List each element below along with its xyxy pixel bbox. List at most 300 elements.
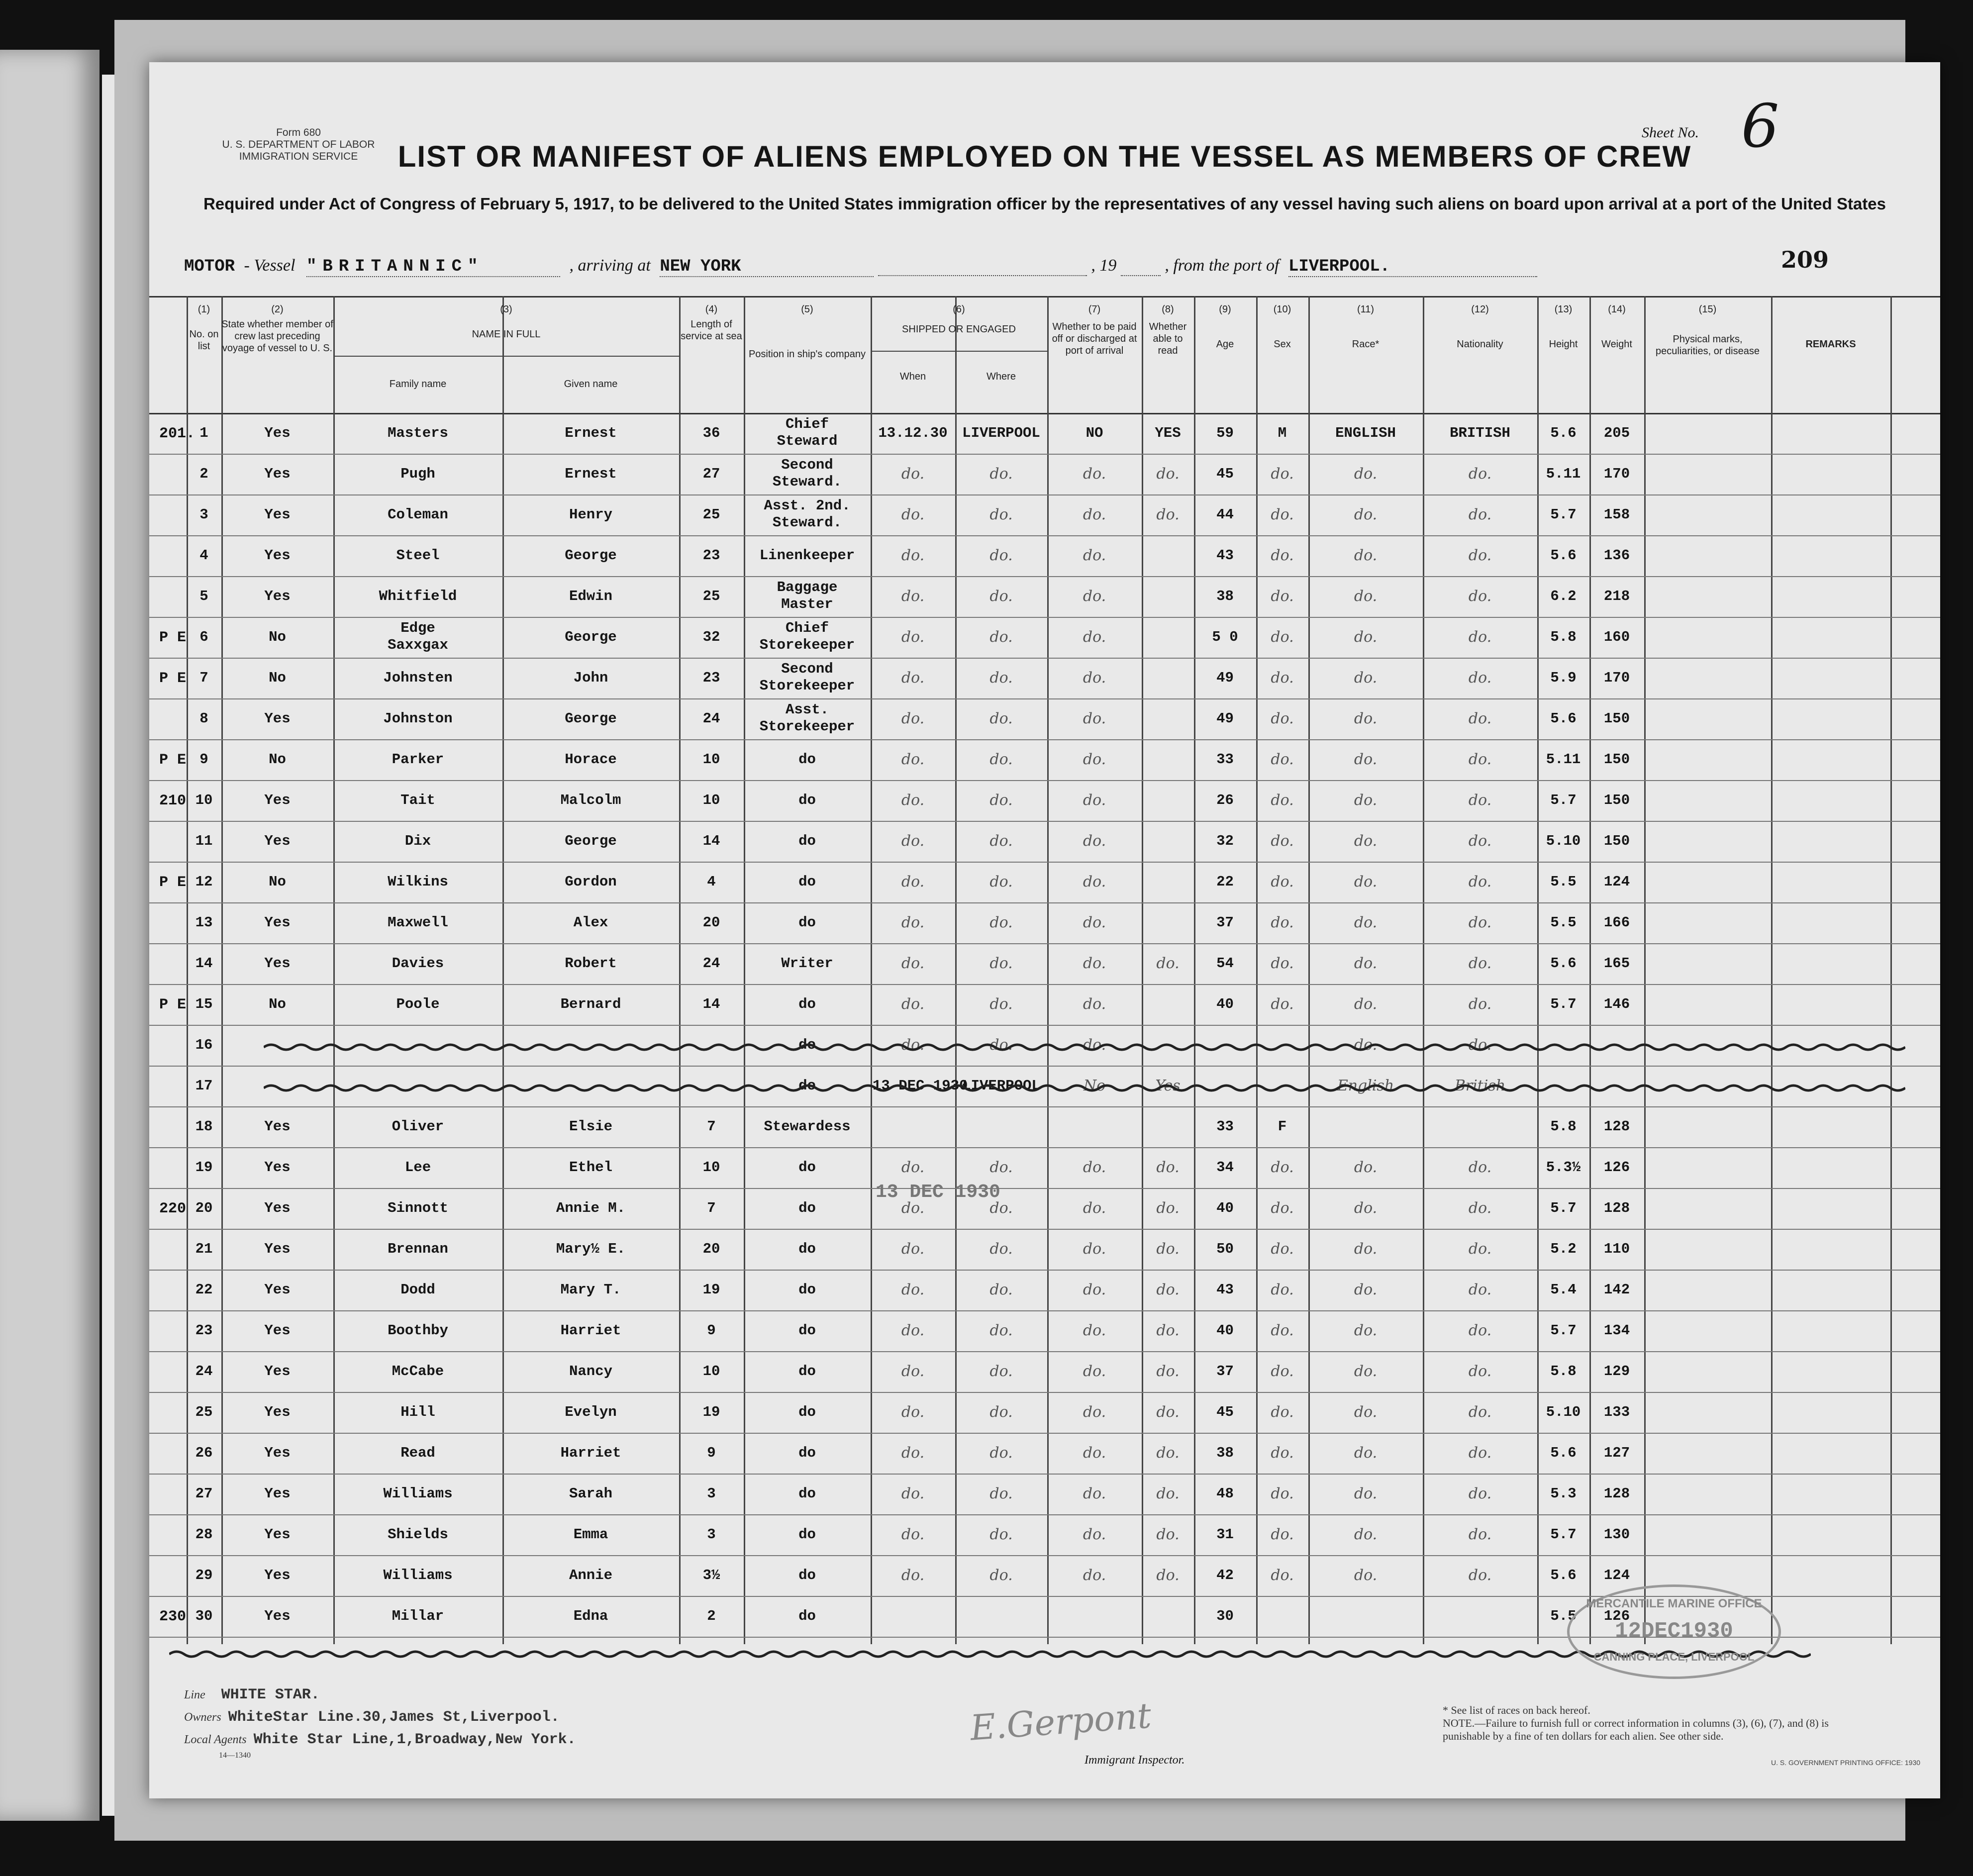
cell-no: 5 — [199, 588, 208, 604]
stamp-date: 12DEC1930 — [1615, 1619, 1733, 1644]
cell-weight: 130 — [1603, 1526, 1630, 1543]
row-rule — [149, 821, 1940, 822]
cell-where: do. — [989, 465, 1013, 483]
cell-when: do. — [901, 1363, 925, 1380]
cell-when: do. — [901, 710, 925, 727]
cell-where: do. — [989, 1036, 1013, 1054]
cell-race: do. — [1354, 751, 1378, 768]
cell-when: do. — [901, 832, 925, 850]
cell-position: do — [798, 1363, 816, 1380]
cell-family: Oliver — [392, 1118, 444, 1135]
cell-sex: do. — [1271, 791, 1294, 809]
cell-race: do. — [1354, 669, 1378, 687]
col-15-label: Physical marks, peculiarities, or disease — [1656, 334, 1760, 357]
cell-nat: do. — [1468, 1159, 1492, 1176]
cell-height: 5.7 — [1550, 1200, 1577, 1216]
cell-family: Dix — [404, 833, 431, 849]
cell-given: Bernard — [560, 996, 621, 1012]
cell-age: 32 — [1216, 833, 1234, 849]
cell-when: do. — [901, 873, 925, 890]
row-rule — [149, 1514, 1940, 1515]
row-margin-note: 230 — [159, 1608, 187, 1625]
cell-where: do. — [989, 588, 1013, 605]
cell-prev: Yes — [264, 792, 291, 808]
column-rule — [502, 296, 504, 1644]
cell-nat: do. — [1468, 710, 1492, 727]
cell-where: do. — [989, 628, 1013, 646]
cell-no: 26 — [195, 1445, 213, 1461]
cell-age: 54 — [1216, 955, 1234, 972]
cell-age: 40 — [1216, 1322, 1234, 1339]
cell-race: do. — [1354, 1363, 1378, 1380]
cell-paid: do. — [1083, 955, 1106, 972]
cell-position: do — [798, 1200, 816, 1216]
cell-where: do. — [989, 1240, 1013, 1258]
cell-height: 5.6 — [1550, 955, 1577, 972]
cell-given: Gordon — [565, 874, 617, 890]
cell-height: 5.6 — [1550, 425, 1577, 441]
cell-age: 43 — [1216, 547, 1234, 564]
row-rule — [149, 1106, 1940, 1107]
cell-age: 30 — [1216, 1608, 1234, 1624]
cell-position: Second Storekeeper — [759, 661, 855, 694]
col-3-label: NAME IN FULL — [472, 329, 541, 340]
cell-given: Henry — [569, 506, 612, 523]
cell-when: do. — [901, 547, 925, 564]
footer-line — [184, 1686, 320, 1703]
cell-given: Edwin — [569, 588, 612, 604]
cell-race: do. — [1354, 832, 1378, 850]
page-title: LIST OR MANIFEST OF ALIENS EMPLOYED ON THE VESSEL AS MEMBERS OF CREW — [397, 140, 1692, 173]
cell-when: do. — [901, 1526, 925, 1543]
column-rule — [1256, 296, 1258, 1644]
row-margin-note: P E — [159, 670, 187, 687]
col-10-label: Sex — [1274, 339, 1291, 350]
cell-age: 49 — [1216, 710, 1234, 727]
printer-credit: U. S. GOVERNMENT PRINTING OFFICE: 1930 — [1771, 1759, 1921, 1767]
cell-service: 32 — [702, 629, 720, 645]
cell-no: 16 — [195, 1037, 213, 1053]
column-rule — [1047, 296, 1049, 1644]
cell-paid: do. — [1083, 751, 1106, 768]
cell-service: 10 — [702, 1159, 720, 1176]
cell-where: do. — [989, 547, 1013, 564]
cell-service: 19 — [702, 1404, 720, 1420]
name-subheader-rule — [333, 356, 679, 357]
cell-position: do — [798, 996, 816, 1012]
cell-service: 9 — [707, 1322, 716, 1339]
row-rule — [149, 1270, 1940, 1271]
cell-no: 10 — [195, 792, 213, 808]
cell-paid: do. — [1083, 669, 1106, 687]
cell-race: ENGLISH — [1335, 425, 1396, 441]
cell-service: 9 — [707, 1445, 716, 1461]
cell-family: Maxwell — [388, 914, 448, 931]
cell-family: Williams — [383, 1567, 453, 1583]
cell-race: do. — [1354, 1159, 1378, 1176]
cell-race: do. — [1354, 1567, 1378, 1584]
cell-paid: do. — [1083, 1159, 1106, 1176]
row-rule — [149, 1351, 1940, 1352]
cell-height: 5.9 — [1550, 670, 1577, 686]
strike-through-line — [264, 1081, 1905, 1095]
inspector-signature: E.Gerpont — [969, 1695, 1153, 1749]
cell-weight: 128 — [1603, 1200, 1630, 1216]
cell-service: 7 — [707, 1200, 716, 1216]
row-rule — [149, 984, 1940, 985]
cell-race: do. — [1354, 1322, 1378, 1339]
cell-prev: Yes — [264, 1200, 291, 1216]
cell-age: 37 — [1216, 914, 1234, 931]
cell-age: 43 — [1216, 1282, 1234, 1298]
shipped-date-stamp: 13 DEC 1930 — [876, 1182, 1000, 1203]
owners-label: Owners — [184, 1711, 221, 1724]
cell-sex: do. — [1271, 955, 1294, 972]
cell-prev: Yes — [264, 588, 291, 604]
cell-paid: do. — [1083, 465, 1106, 483]
cell-family: Williams — [383, 1485, 453, 1502]
cell-when: do. — [901, 955, 925, 972]
cell-height: 5.7 — [1550, 506, 1577, 523]
cell-nat: BRITISH — [1450, 425, 1510, 441]
col-13-number: (13) — [1554, 304, 1573, 315]
cell-where: do. — [989, 710, 1013, 727]
cell-prev: Yes — [264, 955, 291, 972]
cell-paid: do. — [1083, 1281, 1106, 1298]
row-rule — [149, 1066, 1940, 1067]
cell-nat: British — [1454, 1077, 1506, 1094]
cell-sex: do. — [1271, 669, 1294, 687]
col-3-given-label: Given name — [564, 379, 618, 390]
cell-no: 8 — [199, 710, 208, 727]
cell-service: 25 — [702, 506, 720, 523]
cell-read: Yes — [1155, 1077, 1181, 1094]
note-penalty: NOTE.—Failure to furnish full or correct information in columns (3), (6), (7), and (8) is punishable by a fine of ten dollars for each alien. See other side. — [1443, 1717, 1829, 1742]
cell-when: do. — [901, 465, 925, 483]
cell-age: 38 — [1216, 588, 1234, 604]
cell-position: do — [798, 1404, 816, 1420]
column-rule — [1423, 296, 1424, 1644]
cell-height: 5.5 — [1550, 874, 1577, 890]
cell-service: 10 — [702, 1363, 720, 1380]
cell-height: 5.5 — [1550, 914, 1577, 931]
cell-prev: Yes — [264, 506, 291, 523]
row-rule — [149, 1555, 1940, 1556]
form-number: Form 680 U. S. DEPARTMENT OF LABOR IMMIGRATION SERVICE — [222, 127, 375, 162]
row-rule — [149, 1188, 1940, 1189]
cell-race: do. — [1354, 955, 1378, 972]
cell-when: do. — [901, 1240, 925, 1258]
col-5-number: (5) — [801, 304, 813, 315]
cell-nat: do. — [1468, 1485, 1492, 1502]
cell-height: 5.6 — [1550, 547, 1577, 564]
cell-weight: 129 — [1603, 1363, 1630, 1380]
cell-paid: NO — [1085, 425, 1103, 441]
cell-family: Lee — [404, 1159, 431, 1176]
stamp-line-2: CANNING PLACE, LIVERPOOL — [1593, 1651, 1755, 1663]
footer-owners — [184, 1709, 560, 1726]
column-rule — [1589, 296, 1591, 1644]
cell-read: do. — [1156, 1159, 1180, 1176]
cell-when: do. — [901, 1159, 925, 1176]
cell-paid: do. — [1083, 1526, 1106, 1543]
cell-where: do. — [989, 1363, 1013, 1380]
cell-race: do. — [1354, 710, 1378, 727]
cell-paid: do. — [1083, 832, 1106, 850]
row-margin-note: 210 — [159, 792, 187, 809]
cell-no: 6 — [199, 629, 208, 645]
cell-age: 44 — [1216, 506, 1234, 523]
cell-given: Mary T. — [560, 1282, 621, 1298]
cell-given: Annie — [569, 1567, 612, 1583]
cell-sex: do. — [1271, 995, 1294, 1013]
cell-age: 37 — [1216, 1363, 1234, 1380]
cell-race: do. — [1354, 1281, 1378, 1298]
year-label: , 19 — [1091, 256, 1117, 275]
cell-given: Edna — [573, 1608, 608, 1624]
cell-service: 24 — [702, 710, 720, 727]
cell-race: do. — [1354, 1240, 1378, 1258]
cell-height: 5.5 — [1550, 1608, 1577, 1624]
cell-given: George — [565, 710, 617, 727]
cell-no: 19 — [195, 1159, 213, 1176]
arriving-port: NEW YORK — [660, 257, 874, 277]
row-rule — [149, 1392, 1940, 1393]
cell-height: 5.8 — [1550, 1363, 1577, 1380]
cell-height: 5.6 — [1550, 1567, 1577, 1583]
cell-height: 5.10 — [1546, 1404, 1581, 1420]
cell-age: 59 — [1216, 425, 1234, 441]
cell-weight: 218 — [1603, 588, 1630, 604]
cell-height: 5.8 — [1550, 629, 1577, 645]
row-rule — [149, 1474, 1940, 1475]
col-6-number: (6) — [953, 304, 965, 315]
cell-weight: 134 — [1603, 1322, 1630, 1339]
cell-given: Emma — [573, 1526, 608, 1543]
row-rule — [149, 658, 1940, 659]
column-rule — [1537, 296, 1539, 1644]
cell-height: 5.7 — [1550, 996, 1577, 1012]
cell-family: Tait — [400, 792, 435, 808]
cell-weight: 142 — [1603, 1282, 1630, 1298]
line-value: WHITE STAR. — [221, 1686, 320, 1703]
cell-prev: Yes — [264, 466, 291, 482]
cell-read: do. — [1156, 1526, 1180, 1543]
cell-prev: Yes — [264, 1118, 291, 1135]
cell-nat: do. — [1468, 1281, 1492, 1298]
year-blank — [1121, 256, 1161, 276]
cell-paid: do. — [1083, 873, 1106, 890]
cell-no: 12 — [195, 874, 213, 890]
cell-sex: do. — [1271, 914, 1294, 931]
cell-position: do — [798, 751, 816, 768]
cell-nat: do. — [1468, 1240, 1492, 1258]
cell-family: Poole — [396, 996, 440, 1012]
cell-nat: do. — [1468, 1403, 1492, 1421]
table-header-rule — [149, 413, 1940, 414]
cell-weight: 126 — [1603, 1608, 1630, 1624]
cell-paid: do. — [1083, 1363, 1106, 1380]
cell-given: Alex — [573, 914, 608, 931]
column-rule — [1644, 296, 1646, 1644]
cell-where: do. — [989, 1403, 1013, 1421]
cell-prev: No — [269, 996, 286, 1012]
cell-given: George — [565, 547, 617, 564]
cell-when: do. — [901, 1485, 925, 1502]
cell-given: Harriet — [560, 1322, 621, 1339]
cell-nat: do. — [1468, 914, 1492, 931]
column-rule — [679, 296, 681, 1644]
cell-race: do. — [1354, 914, 1378, 931]
col-6-when-label: When — [899, 371, 926, 382]
cell-race: do. — [1354, 547, 1378, 564]
cell-sex: do. — [1271, 1526, 1294, 1543]
cell-where: do. — [989, 669, 1013, 687]
cell-where: do. — [989, 1199, 1013, 1217]
cell-where: do. — [989, 1444, 1013, 1462]
cell-family: Millar — [392, 1608, 444, 1624]
cell-prev: Yes — [264, 710, 291, 727]
cell-paid: do. — [1083, 710, 1106, 727]
cell-where: do. — [989, 1322, 1013, 1339]
cell-family: Masters — [388, 425, 448, 441]
cell-when: do. — [901, 1281, 925, 1298]
cell-prev: Yes — [264, 914, 291, 931]
cell-position: do — [798, 874, 816, 890]
col-6-label: SHIPPED OR ENGAGED — [902, 324, 1016, 335]
col-2-number: (2) — [271, 304, 284, 315]
cell-paid: do. — [1083, 1444, 1106, 1462]
cell-position: Asst. 2nd. Steward. — [764, 497, 851, 531]
row-rule — [149, 1025, 1940, 1026]
cell-weight: 150 — [1603, 710, 1630, 727]
cell-service: 24 — [702, 955, 720, 972]
cell-position: Second Steward. — [772, 457, 842, 490]
cell-race: do. — [1354, 628, 1378, 646]
strike-through-line — [264, 1040, 1905, 1055]
cell-age: 49 — [1216, 670, 1234, 686]
cell-nat: do. — [1468, 1567, 1492, 1584]
inspector-label: Immigrant Inspector. — [1085, 1754, 1185, 1767]
cell-given: Ernest — [565, 466, 617, 482]
footer-notes — [1443, 1704, 1841, 1743]
cell-height: 5.7 — [1550, 1526, 1577, 1543]
agents-value: White Star Line,1,Broadway,New York. — [253, 1731, 576, 1748]
col-8-number: (8) — [1162, 304, 1174, 315]
cell-where: LIVERPOOL — [962, 425, 1040, 441]
cell-race: do. — [1354, 1444, 1378, 1462]
cell-prev: No — [269, 874, 286, 890]
cell-age: 40 — [1216, 996, 1234, 1012]
cell-paid: do. — [1083, 1403, 1106, 1421]
note-races: * See list of races on back hereof. — [1443, 1704, 1590, 1716]
cell-when: do. — [901, 1199, 925, 1217]
cell-when: 13.12.30 — [878, 425, 948, 441]
cell-nat: do. — [1468, 506, 1492, 523]
cell-where: do. — [989, 791, 1013, 809]
cell-age: 42 — [1216, 1567, 1234, 1583]
cell-age: 26 — [1216, 792, 1234, 808]
cell-age: 34 — [1216, 1159, 1234, 1176]
vessel-label: - Vessel — [244, 256, 296, 275]
cell-position: do — [798, 1485, 816, 1502]
row-rule — [149, 862, 1940, 863]
cell-where: do. — [989, 1159, 1013, 1176]
column-rule — [187, 296, 188, 1644]
cell-read: do. — [1156, 1240, 1180, 1258]
cell-height: 5.6 — [1550, 1445, 1577, 1461]
col-1-label: No. on list — [189, 329, 219, 352]
cell-read: do. — [1156, 1485, 1180, 1502]
cell-race: do. — [1354, 1485, 1378, 1502]
cell-when: do. — [901, 1322, 925, 1339]
row-rule — [149, 1310, 1940, 1311]
cell-sex: do. — [1271, 628, 1294, 646]
cell-where: do. — [989, 1567, 1013, 1584]
cell-no: 13 — [195, 914, 213, 931]
cell-prev: Yes — [264, 547, 291, 564]
cell-service: 23 — [702, 547, 720, 564]
cell-prev: Yes — [264, 1241, 291, 1257]
cell-family: Coleman — [388, 506, 448, 523]
cell-nat: do. — [1468, 1444, 1492, 1462]
vessel-name: "BRITANNIC" — [306, 257, 560, 277]
cell-position: do — [798, 1445, 816, 1461]
cell-prev: Yes — [264, 1608, 291, 1624]
cell-given: George — [565, 629, 617, 645]
adjacent-page-edge — [0, 50, 99, 1821]
cell-sex: F — [1278, 1118, 1287, 1135]
cell-given: Sarah — [569, 1485, 612, 1502]
agents-label: Local Agents — [184, 1733, 247, 1746]
cell-given: Annie M. — [556, 1200, 626, 1216]
cell-height: 5.6 — [1550, 710, 1577, 727]
mercantile-marine-stamp — [1567, 1584, 1781, 1679]
cell-race: do. — [1354, 1403, 1378, 1421]
cell-service: 19 — [702, 1282, 720, 1298]
cell-weight: 124 — [1603, 1567, 1630, 1583]
arrival-date-blank — [878, 256, 1087, 276]
cell-no: 2 — [199, 466, 208, 482]
cell-height: 5.7 — [1550, 792, 1577, 808]
cell-paid: do. — [1083, 1240, 1106, 1258]
cell-family: Dodd — [400, 1282, 435, 1298]
col-15-number: (15) — [1698, 304, 1717, 315]
cell-paid: do. — [1083, 1485, 1106, 1502]
col-4-number: (4) — [705, 304, 718, 315]
cell-service: 20 — [702, 1241, 720, 1257]
cell-position: Chief Steward — [777, 416, 838, 449]
col-11-label: Race* — [1352, 339, 1380, 350]
cell-weight: 127 — [1603, 1445, 1630, 1461]
cell-position: do — [798, 914, 816, 931]
cell-sex: do. — [1271, 465, 1294, 483]
cell-no: 28 — [195, 1526, 213, 1543]
cell-no: 30 — [195, 1608, 213, 1624]
cell-where: do. — [989, 1526, 1013, 1543]
cell-paid: do. — [1083, 791, 1106, 809]
cell-position: do — [798, 1282, 816, 1298]
cell-service: 14 — [702, 996, 720, 1012]
cell-position: do — [798, 1078, 816, 1094]
owners-value: WhiteStar Line.30,James St,Liverpool. — [228, 1709, 560, 1726]
cell-race: do. — [1354, 1526, 1378, 1543]
cell-sex: do. — [1271, 1567, 1294, 1584]
cell-weight: 128 — [1603, 1485, 1630, 1502]
cell-where: do. — [989, 955, 1013, 972]
cell-weight: 150 — [1603, 751, 1630, 768]
cell-service: 23 — [702, 670, 720, 686]
